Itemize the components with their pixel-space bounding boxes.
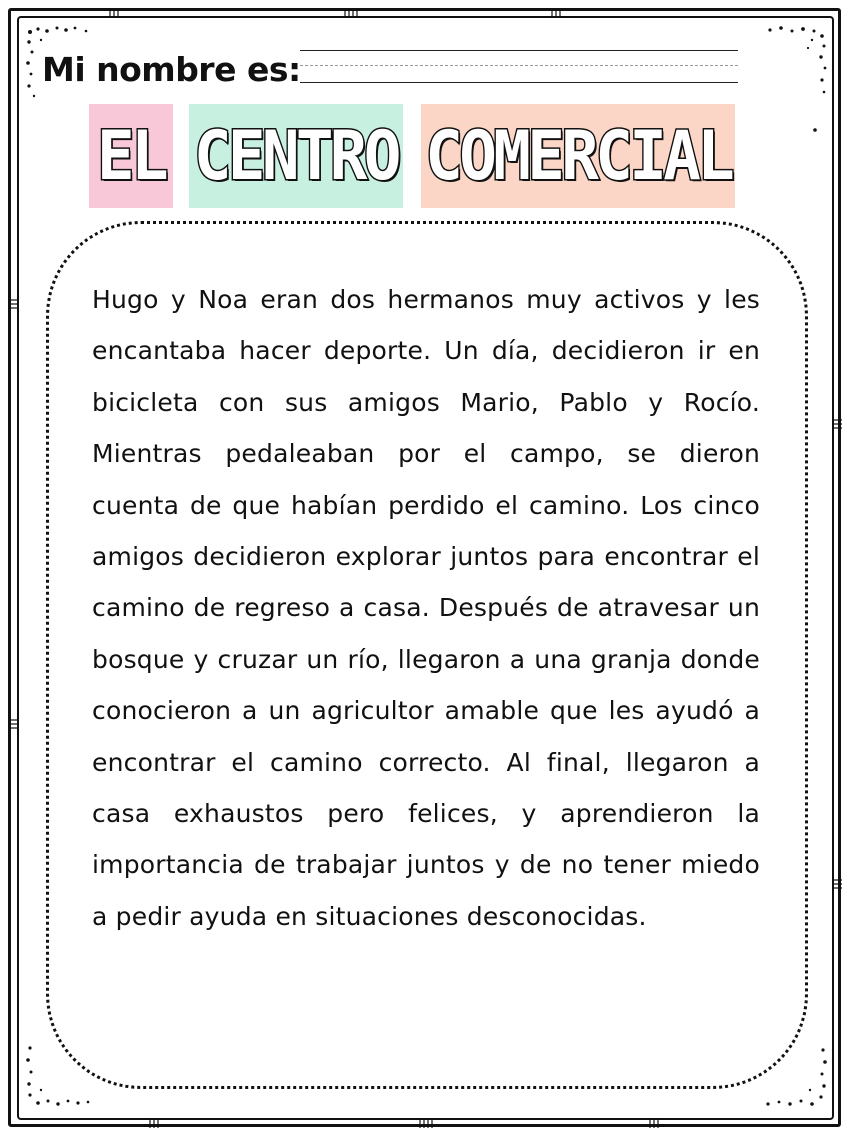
title-word-box-1 <box>89 104 173 208</box>
name-writing-line[interactable] <box>300 46 738 88</box>
title-word-el: EL <box>97 116 165 196</box>
name-line-middle <box>300 65 738 66</box>
title-word-comercial: COMERCIAL <box>425 116 731 196</box>
name-line-top <box>300 50 738 51</box>
name-label: Mi nombre es: <box>42 50 301 89</box>
story-text: Hugo y Noa eran dos hermanos muy activos y les encantaba hacer deporte. Un día, decidieron ir en bicicleta con sus amigos Mario, Pablo y Rocío. Mientras pedaleaban por el campo, se dieron cuenta de que habían perdido el camino. Los cinco amigos decidieron explorar juntos para encontrar el camino de regreso a casa. Después de atravesar un bosque y cruzar un río, llegaron a una granja donde conocieron a un agricultor amable que les ayudó a encontrar el camino correcto. Al final, llegaron a casa exhaustos pero felices, y aprendieron la importancia de trabajar juntos y de no tener miedo a pedir ayuda en situaciones desconocidas. <box>92 285 760 931</box>
title-word-centro: CENTRO <box>194 116 398 196</box>
title-word-box-2 <box>189 104 403 208</box>
name-line-bottom <box>300 82 738 83</box>
title-word-box-3 <box>421 104 735 208</box>
